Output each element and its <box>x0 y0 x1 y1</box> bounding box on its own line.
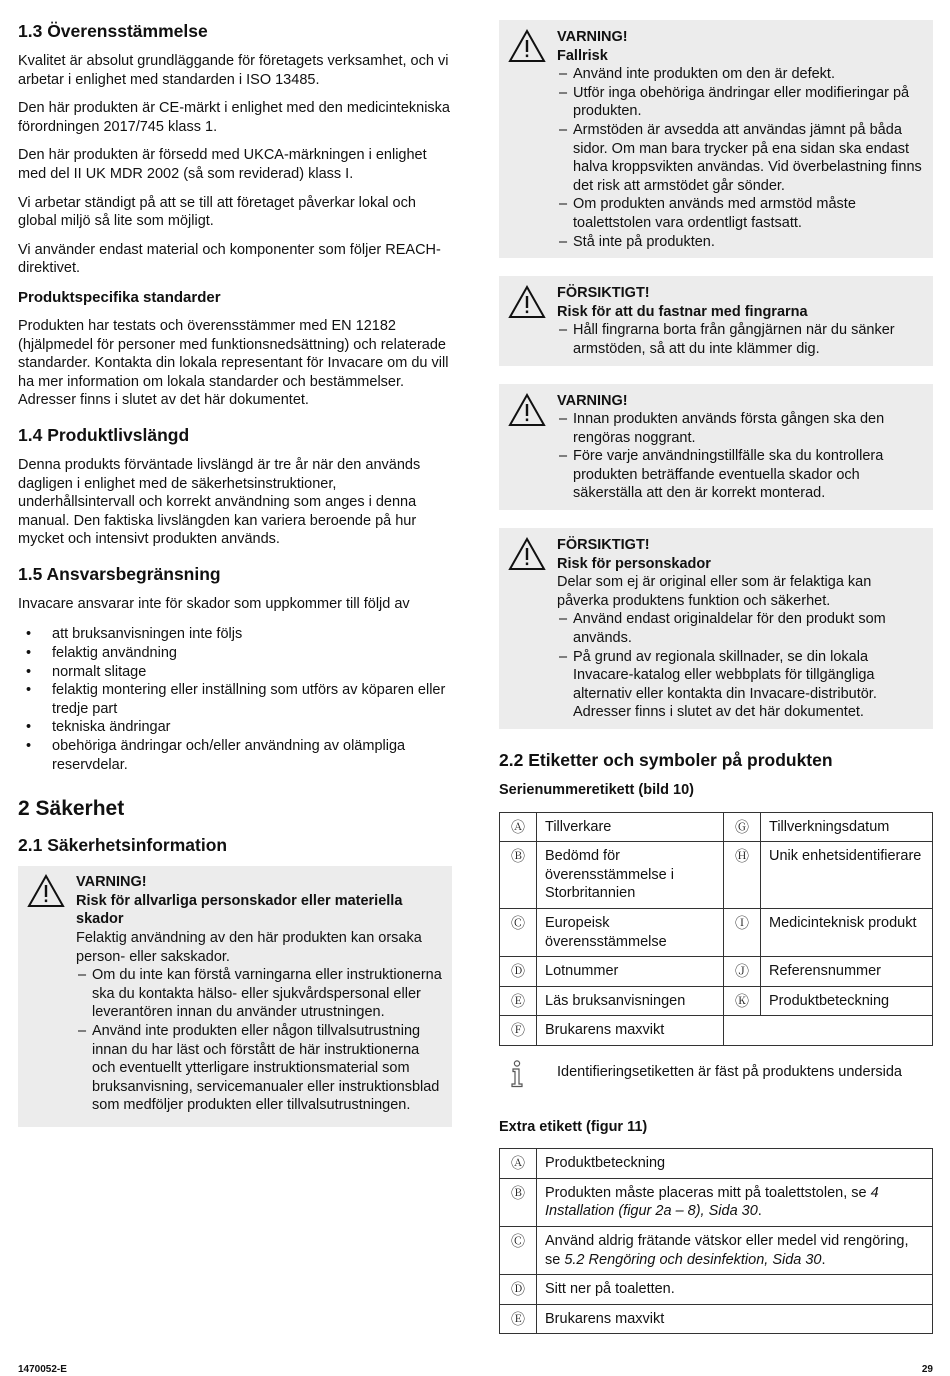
list-item: – Armstöden är avsedda att användas jämnt på båda sidor. Om man bara trycker på ena sidan ska endast halva kroppsvikten användas. Vid överbelastning finns det risk att armstödet går sönder. <box>557 121 925 195</box>
key-cell: Ⓗ <box>724 842 761 909</box>
extra-label-table <box>499 1148 933 1334</box>
caution-label: FÖRSIKTIGT! <box>557 285 650 302</box>
key-cell: Ⓓ <box>500 957 537 987</box>
info-icon <box>499 1060 557 1094</box>
footer-page-number: 29 <box>921 1364 933 1375</box>
caution-text: Delar som ej är original eller som är felaktiga kan påverka produktens funktion och säkerhet. <box>557 574 872 609</box>
warning-box <box>18 866 452 1127</box>
key-cell: Ⓔ <box>500 1304 537 1334</box>
left-column <box>18 20 452 1145</box>
key-cell: Ⓓ <box>500 1275 537 1305</box>
key-cell: Ⓒ <box>500 908 537 956</box>
key-cell: Ⓖ <box>724 812 761 842</box>
key-cell: Ⓐ <box>500 1149 537 1179</box>
key-cell: Ⓔ <box>500 986 537 1016</box>
subheading-product-standards: Produktspecifika standarder <box>18 288 221 306</box>
warning-label: VARNING! <box>557 29 628 45</box>
value-cell: Unik enhetsidentifierare <box>761 842 933 909</box>
key-cell: Ⓑ <box>500 842 537 909</box>
table-row <box>500 986 933 1016</box>
cross-reference-link[interactable]: 5.2 Rengöring och desinfektion, Sida 30 <box>564 1251 822 1268</box>
caution-list <box>557 321 925 358</box>
warning-triangle-icon <box>507 284 557 358</box>
paragraph: Denna produkts förväntade livslängd är tre år när den används dagligen i enlighet med de säkerhetsinstruktioner, underhållsintervall och korrekt användning som anges i denna manual. Den faktiska livslängden kan variera beroende på hur mycket och intensivt produkten används. <box>18 456 421 548</box>
table-row <box>500 1149 933 1179</box>
chapter-2-title: 2 Säkerhet <box>18 797 125 821</box>
info-note-text: Identifieringsetiketten är fäst på produktens undersida <box>557 1063 902 1080</box>
warning-label: VARNING! <box>76 874 147 891</box>
list-item: – Använd endast originaldelar för den produkt som används. <box>557 610 925 647</box>
list-item: – Om produkten används med armstöd måste toalettstolen vara ordentligt fastsatt. <box>557 195 925 232</box>
warning-triangle-icon <box>507 28 557 251</box>
paragraph: Kvalitet är absolut grundläggande för företagets verksamhet, och vi arbetar i enlighet med standarden i ISO 13485. <box>18 53 449 88</box>
right-column <box>499 20 933 1348</box>
caution-box-fingers <box>499 276 933 365</box>
value-cell: Produktbeteckning <box>761 986 933 1016</box>
key-cell: Ⓑ <box>500 1178 537 1226</box>
list-item: – Om du inte kan förstå varningarna eller instruktionerna ska du kontakta hälso- eller sjukvårdspersonal eller leverantören innan du använder utrustningen. <box>76 966 444 1022</box>
value-cell: Sitt ner på toaletten. <box>537 1275 933 1305</box>
list-item: • tekniska ändringar <box>18 718 452 737</box>
value-cell: Bedömd för överensstämmelse i Storbritannien <box>537 842 724 909</box>
list-item: • obehöriga ändringar och/eller användning av olämpliga reservdelar. <box>18 737 452 774</box>
list-item: – Håll fingrarna borta från gångjärnen när du sänker armstöden, så att du inte klämmer dig. <box>557 321 925 358</box>
list-item: – Använd inte produkten eller någon tillvalsutrustning innan du har läst och förstått de här instruktionerna och eventuellt ytterligare instruktionsmaterial som bruksanvisning, servicemanualer eller instruktionsblad som medföljer produkten eller tillvalsutrustningen. <box>76 1022 444 1115</box>
serial-label-title: Serienummeretikett (bild 10) <box>499 782 694 798</box>
section-2-2-title: 2.2 Etiketter och symboler på produkten <box>499 750 833 770</box>
empty-cell <box>724 1016 933 1046</box>
liability-list <box>18 625 452 774</box>
warning-heading: Risk för allvarliga personskador eller materiella skador <box>76 892 403 928</box>
info-note <box>499 1060 933 1094</box>
caution-heading: Risk för att du fastnar med fingrarna <box>557 303 808 320</box>
table-row <box>500 1226 933 1274</box>
cross-reference-link[interactable]: 4 Installation (figur 2a – 8), Sida 30 <box>545 1184 879 1220</box>
warning-text: Felaktig användning av den här produkten kan orsaka person- eller sakskador. <box>76 930 422 965</box>
key-cell: Ⓚ <box>724 986 761 1016</box>
key-cell: Ⓙ <box>724 957 761 987</box>
warning-box-cleaning <box>499 384 933 511</box>
warning-triangle-icon <box>507 392 557 504</box>
table-row <box>500 957 933 987</box>
value-cell: Tillverkare <box>537 812 724 842</box>
value-cell: Brukarens maxvikt <box>537 1016 724 1046</box>
list-item: – Stå inte på produkten. <box>557 233 925 252</box>
caution-heading: Risk för personskador <box>557 555 711 572</box>
value-cell: Tillverkningsdatum <box>761 812 933 842</box>
table-row <box>500 812 933 842</box>
list-item: • normalt slitage <box>18 663 452 682</box>
warning-list <box>557 65 925 251</box>
paragraph: Den här produkten är försedd med UKCA-märkningen i enlighet med del II UK MDR 2002 (så som reviderad) klass I. <box>18 147 427 182</box>
table-row <box>500 1304 933 1334</box>
warning-label: VARNING! <box>557 392 628 409</box>
warning-content <box>76 873 444 1120</box>
section-1-5-title: 1.5 Ansvarsbegränsning <box>18 563 221 584</box>
key-cell: Ⓘ <box>724 908 761 956</box>
warning-triangle-icon <box>507 536 557 722</box>
section-1-4-title: 1.4 Produktlivslängd <box>18 424 190 445</box>
table-row <box>500 908 933 956</box>
table-row <box>500 1275 933 1305</box>
paragraph: Produkten har testats och överensstämmer med EN 12182 (hjälpmedel för personer med funktionsnedsättning) och relaterade standarder. Kontakta din lokala representant för Invacare om du vill ha mer information om lokala standarder och bestämmelser. Adresser finns i slutet av det här dokumentet. <box>18 317 449 409</box>
table-row <box>500 1178 933 1226</box>
key-cell: Ⓐ <box>500 812 537 842</box>
value-cell: Brukarens maxvikt <box>537 1304 933 1334</box>
list-item: – Utför inga obehöriga ändringar eller modifieringar på produkten. <box>557 84 925 121</box>
paragraph: Invacare ansvarar inte för skador som uppkommer till följd av <box>18 595 410 612</box>
paragraph: Vi använder endast material och komponenter som följer REACH-direktivet. <box>18 241 441 277</box>
table-row <box>500 842 933 909</box>
warning-triangle-icon <box>26 873 76 1120</box>
caution-box-personal-injury <box>499 528 933 729</box>
section-2-1-title: 2.1 Säkerhetsinformation <box>18 835 228 856</box>
list-item: – Använd inte produkten om den är defekt. <box>557 65 925 84</box>
footer-doc-number: 1470052-E <box>18 1364 67 1375</box>
section-1-3-title: 1.3 Överensstämmelse <box>18 21 208 41</box>
key-cell: Ⓕ <box>500 1016 537 1046</box>
caution-list <box>557 610 925 722</box>
list-item: • att bruksanvisningen inte följs <box>18 625 452 644</box>
value-cell: Använd aldrig frätande vätskor eller medel vid rengöring, se 5.2 Rengöring och desinfektion, Sida 30. <box>537 1226 933 1274</box>
value-cell: Medicinteknisk produkt <box>761 908 933 956</box>
warning-list <box>76 966 444 1115</box>
warning-heading: Fallrisk <box>557 47 608 64</box>
list-item: • felaktig användning <box>18 644 452 663</box>
value-cell: Lotnummer <box>537 957 724 987</box>
value-cell: Europeisk överensstämmelse <box>537 908 724 956</box>
value-cell: Referensnummer <box>761 957 933 987</box>
caution-label: FÖRSIKTIGT! <box>557 537 650 554</box>
paragraph: Vi arbetar ständigt på att se till att företaget påverkar lokal och global miljö så lite som möjligt. <box>18 194 416 230</box>
list-item: – Före varje användningstillfälle ska du kontrollera produkten beträffande eventuella skador och säkerställa att den är korrekt monterad. <box>557 447 925 503</box>
value-cell: Produktbeteckning <box>537 1149 933 1179</box>
list-item: – På grund av regionala skillnader, se din lokala Invacare-katalog eller webbplats för tillgängliga alternativ eller kontakta din Invacare-distributör. Adresser finns i slutet av det här dokumentet. <box>557 648 925 722</box>
list-item: – Innan produkten används första gången ska den rengöras noggrant. <box>557 410 925 447</box>
list-item: • felaktig montering eller inställning som utförs av köparen eller tredje part <box>18 681 452 718</box>
paragraph: Den här produkten är CE-märkt i enlighet med den medicintekniska förordningen 2017/745 klass 1. <box>18 100 450 135</box>
value-cell: Läs bruksanvisningen <box>537 986 724 1016</box>
warning-list <box>557 410 925 503</box>
key-cell: Ⓒ <box>500 1226 537 1274</box>
table-row <box>500 1016 933 1046</box>
serial-label-table <box>499 812 933 1046</box>
warning-box-fall-risk <box>499 20 933 258</box>
value-cell: Produkten måste placeras mitt på toalettstolen, se 4 Installation (figur 2a – 8), Sida 30. <box>537 1178 933 1226</box>
extra-label-title: Extra etikett (figur 11) <box>499 1118 648 1135</box>
